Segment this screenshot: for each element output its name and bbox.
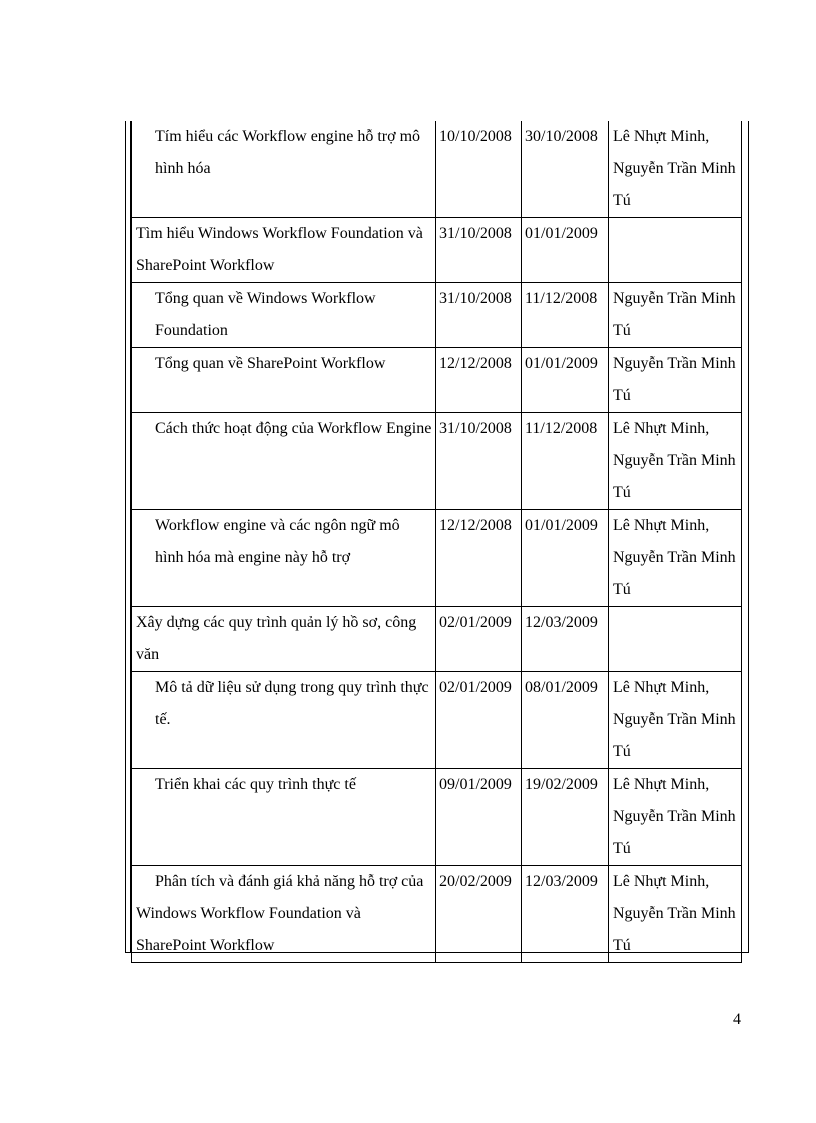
task-cell: Phân tích và đánh giá khả năng hỗ trợ của Windows Workflow Foundation và SharePoint Workflow [132,866,436,963]
assignee-cell [609,607,742,672]
end-date-cell: 11/12/2008 [522,413,609,510]
table-row [132,866,742,963]
assignee-cell: Nguyễn Trần Minh Tú [609,283,742,348]
table-row [132,218,742,283]
task-cell: Tổng quan về Windows Workflow Foundation [132,283,436,348]
table-row [132,121,742,218]
task-cell: Cách thức hoạt động của Workflow Engine [132,413,436,510]
page-number: 4 [733,1011,741,1028]
table-row [132,769,742,866]
end-date-cell: 11/12/2008 [522,283,609,348]
end-date-cell: 08/01/2009 [522,672,609,769]
assignee-cell: Lê Nhựt Minh, Nguyễn Trần Minh Tú [609,413,742,510]
assignee-cell: Lê Nhựt Minh, Nguyễn Trần Minh Tú [609,866,742,963]
task-cell: Workflow engine và các ngôn ngữ mô hình hóa mà engine này hỗ trợ [132,510,436,607]
end-date-cell: 12/03/2009 [522,607,609,672]
start-date-cell: 02/01/2009 [436,672,522,769]
task-cell: Tổng quan về SharePoint Workflow [132,348,436,413]
assignee-cell: Lê Nhựt Minh, Nguyễn Trần Minh Tú [609,510,742,607]
start-date-cell: 12/12/2008 [436,348,522,413]
start-date-cell: 02/01/2009 [436,607,522,672]
table-row [132,348,742,413]
start-date-cell: 31/10/2008 [436,413,522,510]
assignee-cell: Nguyễn Trần Minh Tú [609,348,742,413]
start-date-cell: 09/01/2009 [436,769,522,866]
start-date-cell: 12/12/2008 [436,510,522,607]
start-date-cell: 10/10/2008 [436,121,522,218]
table-row [132,607,742,672]
table-row [132,283,742,348]
assignee-cell: Lê Nhựt Minh, Nguyễn Trần Minh Tú [609,121,742,218]
table-row [132,672,742,769]
table-bottom-border [125,952,749,953]
start-date-cell: 20/02/2009 [436,866,522,963]
start-date-cell: 31/10/2008 [436,218,522,283]
table-row [132,413,742,510]
end-date-cell: 01/01/2009 [522,348,609,413]
table-row [132,510,742,607]
task-cell: Mô tả dữ liệu sử dụng trong quy trình thực tế. [132,672,436,769]
assignee-cell [609,218,742,283]
task-cell: Tím hiểu các Workflow engine hỗ trợ mô hình hóa [132,121,436,218]
assignee-cell: Lê Nhựt Minh, Nguyễn Trần Minh Tú [609,672,742,769]
end-date-cell: 01/01/2009 [522,218,609,283]
start-date-cell: 31/10/2008 [436,283,522,348]
assignee-cell: Lê Nhựt Minh, Nguyễn Trần Minh Tú [609,769,742,866]
task-cell: Triển khai các quy trình thực tế [132,769,436,866]
task-cell: Xây dựng các quy trình quản lý hồ sơ, công văn [132,607,436,672]
schedule-table [131,121,742,963]
table-outer-border-right [748,121,749,953]
table-outer-border-left [125,121,126,953]
end-date-cell: 19/02/2009 [522,769,609,866]
end-date-cell: 01/01/2009 [522,510,609,607]
task-cell: Tìm hiểu Windows Workflow Foundation và SharePoint Workflow [132,218,436,283]
end-date-cell: 30/10/2008 [522,121,609,218]
end-date-cell: 12/03/2009 [522,866,609,963]
